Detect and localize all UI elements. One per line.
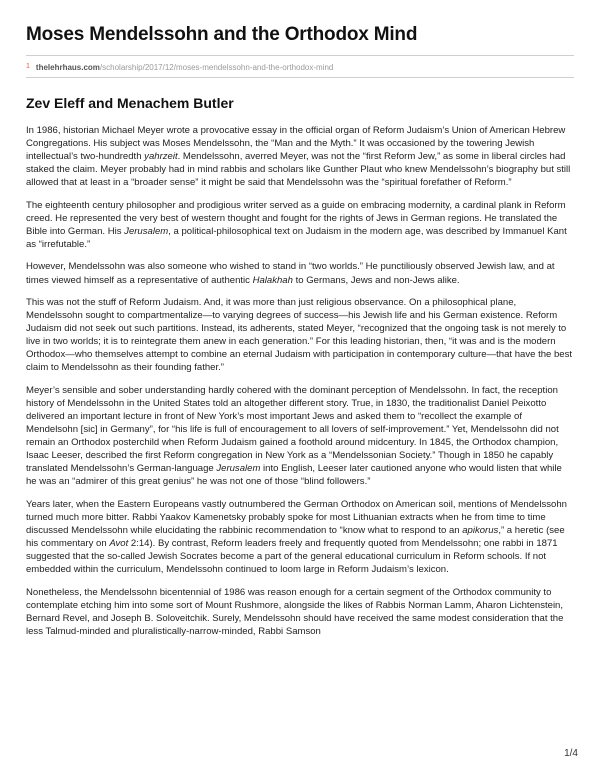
- text-segment: In 1986, historian Michael Meyer wrote a provocative essay in the official organ of Reform Judaism’s Union of American Hebrew Congregations. His subject was Moses Mendelssohn, the “Man and the Myth.” It was occasioned by the towering Jewish intellectual’s two-hundredth: [26, 125, 566, 163]
- text-segment: This was not the stuff of Reform Judaism. And, it was more than just religious observance. On a philosophical plane, Mendelssohn sought to compartmentalize—to varying degrees of success—his Jewish life and his German existence. Reform Judaism did not seek out such partitions. Instead, its adherents, stated Meyer, “recognized that the ongoing task is not merely to live in two worlds; it is to reintegrate them anew in each generation.” For this leading historian, then, “it was and is the modern Orthodox—who themselves attempt to combine an eternal Judaism with participation in contemporary culture—that have the best claim to Mendelssohn as their founding father.”: [26, 296, 573, 374]
- text-segment: . Mendelssohn, averred Meyer, was not the “first Reform Jew,” as some in liberal circles had staked the claim. Meyer probably had in mind rabbis and scholars like Gunther Plaut who knew Mendelssohn’s biography but still allowed that at least in a “broader sense” it might be said that Mendelssohn was the “spiritual forefather of Reform.”: [26, 151, 571, 189]
- text-segment: , a political-philosophical text on Judaism in the modern age, was described by Immanuel Kant as “irrefutable.”: [26, 225, 567, 251]
- source-index: 1: [26, 63, 30, 70]
- title-divider: [26, 55, 574, 56]
- text-segment: Nonetheless, the Mendelssohn bicentennial of 1986 was reason enough for a certain segment of the Orthodox community to contemplate etching him into some sort of Mount Rushmore, alongside the likes of Rabbis Norman Lamm, Aharon Lichtenstein, Bernard Revel, and Joseph B. Soloveitchik. Surely, Mendelssohn should have received the same modest consideration that the less Talmud-minded and pluralistically-narrow-minded, Rabbi Samson: [26, 586, 564, 637]
- article-title: Moses Mendelssohn and the Orthodox Mind: [26, 24, 418, 45]
- source-divider: [26, 77, 574, 78]
- paragraph: [26, 498, 574, 577]
- italic-text: Jerusalem: [124, 225, 169, 237]
- page-number: 1/4: [564, 748, 578, 759]
- text-segment: 2:14). By contrast, Reform leaders freely and frequently quoted from Mendelssohn; one rabbi in 1871 suggested that the so-called Jewish Socrates become a part of the general educational curriculum in Reform schools. If not embedded within the curriculum, Mendelssohn continued to loom large in Reform Judaism’s lexicon.: [26, 538, 558, 576]
- paragraph: [26, 199, 574, 251]
- text-segment: to Germans, Jews and non-Jews alike.: [292, 274, 460, 286]
- italic-text: yahrzeit: [144, 151, 178, 163]
- italic-text: Avot: [109, 538, 129, 550]
- text-segment: into English, Leeser later cautioned anyone who would listen that while he was an “admirer of this great genius” he was not one of those “blind followers.”: [26, 463, 562, 488]
- source-path[interactable]: /scholarship/2017/12/moses-mendelssohn-and-the-orthodox-mind: [99, 63, 334, 72]
- paragraph: [26, 296, 574, 375]
- article-authors: Zev Eleff and Menachem Butler: [26, 95, 234, 111]
- paragraph: [26, 260, 574, 286]
- text-segment: Years later, when the Eastern Europeans vastly outnumbered the German Orthodox on American soil, mentions of Mendelssohn turned much more bitter. Rabbi Yaakov Kamenetsky probably spoke for most Lithuanian extracts when he from time to time discussed Mendelssohn while elucidating the rabbinic recommendation to “know what to respond to an: [26, 498, 567, 537]
- article-body: [26, 124, 574, 647]
- text-segment: The eighteenth century philosopher and prodigious writer served as a guide on embracing modernity, a cardinal plank in Reform creed. He represented the very best of western thought and fought for the rights of Jews in German regions. He translated the Bible into German. His: [26, 199, 566, 237]
- text-segment: Meyer’s sensible and sober understanding hardly cohered with the dominant perception of Mendelssohn. In fact, the reception history of Mendelssohn in the United States told an altogether different story. True, in 1830, the traditionalist Daniel Peixotto delivered an important lecture in front of New York’s most important Jews and asked them to “recollect the example of Mendelsohn [sic] in Germany”, for “his life is full of encouragement to all lovers of self-improvement.” Yet, Mendelssohn did not remain an Orthodox posterchild when Reform Judaism gained a foothold around midcentury. In 1845, the Orthodox champion, Isaac Leeser, described the first Reform congregation in New York as a “Mendelssonian Society.” Though in 1850 he capably translated Mendelssohn’s German-language: [26, 384, 559, 475]
- paragraph: [26, 384, 574, 489]
- italic-text: Jerusalem: [216, 463, 261, 475]
- paragraph: [26, 124, 574, 189]
- source-host[interactable]: thelehrhaus.com: [35, 63, 100, 72]
- text-segment: However, Mendelssohn was also someone who wished to stand in “two worlds.” He punctiliously observed Jewish law, and at times viewed himself as a representative of authentic: [26, 261, 555, 286]
- italic-text: Halakhah: [252, 274, 293, 286]
- source-line: [26, 63, 333, 72]
- italic-text: apikorus: [462, 525, 499, 537]
- paragraph: [26, 586, 574, 638]
- text-segment: ,” a heretic (see his commentary on: [26, 525, 565, 550]
